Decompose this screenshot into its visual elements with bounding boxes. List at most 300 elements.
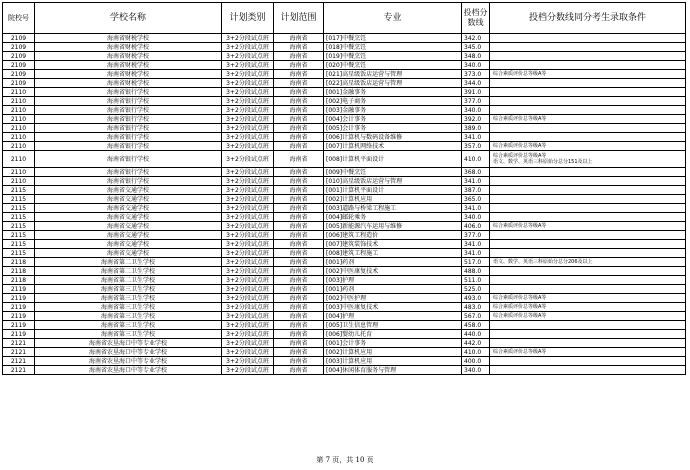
school-code-cell: 2109 — [3, 34, 35, 43]
plan-scope-cell: 海南省 — [274, 177, 324, 186]
plan-type-cell: 3+2分段试点班 — [222, 151, 274, 168]
plan-type-cell: 3+2分段试点班 — [222, 249, 274, 258]
school-name-cell: 海南省银行学校 — [35, 133, 222, 142]
score-cell: 340.0 — [462, 106, 490, 115]
school-code-cell: 2110 — [3, 88, 35, 97]
score-cell: 342.0 — [462, 34, 490, 43]
school-code-cell: 2109 — [3, 52, 35, 61]
table-row — [3, 285, 686, 294]
school-name-cell: 海南省银行学校 — [35, 115, 222, 124]
school-name-cell: 海南省农垦海口中等专业学校 — [35, 366, 222, 375]
plan-type-cell: 3+2分段试点班 — [222, 79, 274, 88]
table-row — [3, 142, 686, 151]
table-row — [3, 213, 686, 222]
table-row — [3, 52, 686, 61]
major-cell: [004]邮轮乘务 — [324, 213, 462, 222]
score-cell: 341.0 — [462, 133, 490, 142]
header-major: 专业 — [324, 3, 462, 34]
school-code-cell: 2118 — [3, 276, 35, 285]
major-cell: [008]计算机平面设计 — [324, 151, 462, 168]
score-cell: 377.0 — [462, 97, 490, 106]
plan-type-cell: 3+2分段试点班 — [222, 348, 274, 357]
table-row — [3, 186, 686, 195]
condition-cell: 综合素质评价总等级A等 — [490, 312, 686, 321]
table-row — [3, 267, 686, 276]
condition-cell: 综合素质评价总等级A等 — [490, 294, 686, 303]
plan-type-cell: 3+2分段试点班 — [222, 133, 274, 142]
school-name-cell: 海南省银行学校 — [35, 177, 222, 186]
plan-scope-cell: 海南省 — [274, 61, 324, 70]
score-cell: 368.0 — [462, 168, 490, 177]
table-row — [3, 330, 686, 339]
score-cell: 525.0 — [462, 285, 490, 294]
condition-cell — [490, 330, 686, 339]
school-name-cell: 海南省银行学校 — [35, 151, 222, 168]
school-name-cell: 海南省第三卫生学校 — [35, 294, 222, 303]
score-cell: 391.0 — [462, 88, 490, 97]
score-cell: 344.0 — [462, 79, 490, 88]
plan-scope-cell: 海南省 — [274, 303, 324, 312]
condition-cell — [490, 43, 686, 52]
plan-scope-cell: 海南省 — [274, 186, 324, 195]
score-cell: 442.0 — [462, 339, 490, 348]
score-cell: 345.0 — [462, 43, 490, 52]
school-name-cell: 海南省财税学校 — [35, 61, 222, 70]
school-code-cell: 2121 — [3, 348, 35, 357]
plan-scope-cell: 海南省 — [274, 43, 324, 52]
major-cell: [003]护理 — [324, 276, 462, 285]
page-number-footer: 第 7 页，共 10 页 — [316, 456, 374, 464]
table-row — [3, 88, 686, 97]
school-name-cell: 海南省银行学校 — [35, 142, 222, 151]
major-cell: [006]婴幼儿托育 — [324, 330, 462, 339]
school-code-cell: 2110 — [3, 168, 35, 177]
plan-type-cell: 3+2分段试点班 — [222, 267, 274, 276]
plan-type-cell: 3+2分段试点班 — [222, 303, 274, 312]
score-cell: 373.0 — [462, 70, 490, 79]
major-cell: [006]建筑工程造价 — [324, 231, 462, 240]
school-name-cell: 海南省农垦海口中等专业学校 — [35, 348, 222, 357]
school-name-cell: 海南省交通学校 — [35, 222, 222, 231]
table-row — [3, 204, 686, 213]
condition-cell — [490, 231, 686, 240]
condition-cell: 综合素质评价总等级A等 — [490, 303, 686, 312]
plan-scope-cell: 海南省 — [274, 142, 324, 151]
major-cell: [004]休闲体育服务与管理 — [324, 366, 462, 375]
table-row — [3, 321, 686, 330]
school-name-cell: 海南省交通学校 — [35, 249, 222, 258]
school-code-cell: 2109 — [3, 79, 35, 88]
school-name-cell: 海南省银行学校 — [35, 168, 222, 177]
plan-type-cell: 3+2分段试点班 — [222, 34, 274, 43]
school-name-cell: 海南省交通学校 — [35, 195, 222, 204]
plan-type-cell: 3+2分段试点班 — [222, 222, 274, 231]
school-code-cell: 2115 — [3, 231, 35, 240]
major-cell: [001]金融事务 — [324, 88, 462, 97]
major-cell: [007]计算机网络技术 — [324, 142, 462, 151]
major-cell: [022]高星级饭店运营与管理 — [324, 79, 462, 88]
school-code-cell: 2115 — [3, 240, 35, 249]
school-code-cell: 2110 — [3, 142, 35, 151]
school-code-cell: 2115 — [3, 195, 35, 204]
school-code-cell: 2119 — [3, 312, 35, 321]
score-cell: 410.0 — [462, 348, 490, 357]
condition-cell — [490, 34, 686, 43]
plan-scope-cell: 海南省 — [274, 124, 324, 133]
major-cell: [005]会计事务 — [324, 124, 462, 133]
plan-type-cell: 3+2分段试点班 — [222, 258, 274, 267]
plan-type-cell: 3+2分段试点班 — [222, 88, 274, 97]
school-name-cell: 海南省第三卫生学校 — [35, 303, 222, 312]
score-cell: 410.0 — [462, 151, 490, 168]
major-cell: [004]护理 — [324, 312, 462, 321]
major-cell: [005]卫生信息管理 — [324, 321, 462, 330]
school-name-cell: 海南省银行学校 — [35, 124, 222, 133]
plan-type-cell: 3+2分段试点班 — [222, 294, 274, 303]
plan-type-cell: 3+2分段试点班 — [222, 97, 274, 106]
major-cell: [003]中医康复技术 — [324, 303, 462, 312]
table-row — [3, 258, 686, 267]
score-cell: 458.0 — [462, 321, 490, 330]
header-school-name: 学校名称 — [35, 3, 222, 34]
plan-scope-cell: 海南省 — [274, 70, 324, 79]
school-code-cell: 2109 — [3, 43, 35, 52]
plan-scope-cell: 海南省 — [274, 276, 324, 285]
plan-scope-cell: 海南省 — [274, 231, 324, 240]
condition-cell — [490, 213, 686, 222]
school-name-cell: 海南省财税学校 — [35, 34, 222, 43]
major-cell: [008]建筑工程施工 — [324, 249, 462, 258]
condition-cell — [490, 366, 686, 375]
score-cell: 440.0 — [462, 330, 490, 339]
condition-cell — [490, 61, 686, 70]
school-code-cell: 2121 — [3, 357, 35, 366]
table-row — [3, 70, 686, 79]
plan-type-cell: 3+2分段试点班 — [222, 213, 274, 222]
score-cell: 357.0 — [462, 142, 490, 151]
score-cell: 511.0 — [462, 276, 490, 285]
header-plan-type: 计划类别 — [222, 3, 274, 34]
plan-type-cell: 3+2分段试点班 — [222, 357, 274, 366]
school-name-cell: 海南省银行学校 — [35, 97, 222, 106]
condition-cell — [490, 204, 686, 213]
plan-scope-cell: 海南省 — [274, 204, 324, 213]
score-cell: 406.0 — [462, 222, 490, 231]
plan-type-cell: 3+2分段试点班 — [222, 312, 274, 321]
condition-cell: 语文、数学、英语三科原始分总分206及以上 — [490, 258, 686, 267]
header-condition: 投档分数线同分考生录取条件 — [490, 3, 686, 34]
school-name-cell: 海南省第三卫生学校 — [35, 285, 222, 294]
header-plan-scope: 计划范围 — [274, 3, 324, 34]
condition-cell — [490, 195, 686, 204]
condition-cell: 综合素质评价总等级A等 — [490, 70, 686, 79]
plan-type-cell: 3+2分段试点班 — [222, 61, 274, 70]
plan-type-cell: 3+2分段试点班 — [222, 231, 274, 240]
condition-cell — [490, 357, 686, 366]
school-name-cell: 海南省银行学校 — [35, 106, 222, 115]
condition-cell — [490, 321, 686, 330]
condition-cell — [490, 186, 686, 195]
score-cell: 348.0 — [462, 52, 490, 61]
school-name-cell: 海南省财税学校 — [35, 70, 222, 79]
plan-type-cell: 3+2分段试点班 — [222, 186, 274, 195]
school-name-cell: 海南省交通学校 — [35, 213, 222, 222]
major-cell: [001]药剂 — [324, 285, 462, 294]
table-row — [3, 348, 686, 357]
plan-type-cell: 3+2分段试点班 — [222, 52, 274, 61]
major-cell: [002]中医康复技术 — [324, 267, 462, 276]
condition-cell — [490, 339, 686, 348]
table-row — [3, 303, 686, 312]
school-name-cell: 海南省第二卫生学校 — [35, 258, 222, 267]
plan-type-cell: 3+2分段试点班 — [222, 106, 274, 115]
plan-type-cell: 3+2分段试点班 — [222, 70, 274, 79]
score-table — [2, 2, 686, 375]
plan-scope-cell: 海南省 — [274, 133, 324, 142]
condition-cell — [490, 124, 686, 133]
table-row — [3, 177, 686, 186]
score-cell: 340.0 — [462, 61, 490, 70]
major-cell: [007]建筑装饰技术 — [324, 240, 462, 249]
school-name-cell: 海南省农垦海口中等专业学校 — [35, 339, 222, 348]
table-row — [3, 133, 686, 142]
school-code-cell: 2119 — [3, 285, 35, 294]
major-cell: [020]中餐烹饪 — [324, 61, 462, 70]
plan-type-cell: 3+2分段试点班 — [222, 330, 274, 339]
major-cell: [021]高星级饭店运营与管理 — [324, 70, 462, 79]
school-code-cell: 2110 — [3, 97, 35, 106]
school-code-cell: 2121 — [3, 339, 35, 348]
condition-cell — [490, 168, 686, 177]
plan-type-cell: 3+2分段试点班 — [222, 276, 274, 285]
score-cell: 567.0 — [462, 312, 490, 321]
plan-scope-cell: 海南省 — [274, 321, 324, 330]
school-name-cell: 海南省第二卫生学校 — [35, 276, 222, 285]
table-row — [3, 339, 686, 348]
school-name-cell: 海南省交通学校 — [35, 204, 222, 213]
major-cell: [003]金融事务 — [324, 106, 462, 115]
table-row — [3, 124, 686, 133]
plan-scope-cell: 海南省 — [274, 97, 324, 106]
score-cell: 488.0 — [462, 267, 490, 276]
school-code-cell: 2110 — [3, 124, 35, 133]
major-cell: [018]中餐烹饪 — [324, 43, 462, 52]
table-row — [3, 97, 686, 106]
condition-cell — [490, 106, 686, 115]
major-cell: [001]会计事务 — [324, 339, 462, 348]
plan-scope-cell: 海南省 — [274, 213, 324, 222]
plan-type-cell: 3+2分段试点班 — [222, 339, 274, 348]
table-row — [3, 357, 686, 366]
score-cell: 517.0 — [462, 258, 490, 267]
plan-type-cell: 3+2分段试点班 — [222, 142, 274, 151]
plan-type-cell: 3+2分段试点班 — [222, 115, 274, 124]
school-name-cell: 海南省第二卫生学校 — [35, 267, 222, 276]
plan-scope-cell: 海南省 — [274, 294, 324, 303]
plan-scope-cell: 海南省 — [274, 348, 324, 357]
major-cell: [002]计算机应用 — [324, 348, 462, 357]
plan-scope-cell: 海南省 — [274, 240, 324, 249]
condition-cell: 综合素质评价总等级A等 — [490, 115, 686, 124]
table-row — [3, 195, 686, 204]
plan-scope-cell: 海南省 — [274, 249, 324, 258]
plan-scope-cell: 海南省 — [274, 285, 324, 294]
header-school-code: 院校号 — [3, 3, 35, 34]
table-row — [3, 240, 686, 249]
major-cell: [009]中餐烹饪 — [324, 168, 462, 177]
score-cell: 341.0 — [462, 204, 490, 213]
admission-score-sheet — [2, 2, 686, 375]
plan-type-cell: 3+2分段试点班 — [222, 43, 274, 52]
table-row — [3, 294, 686, 303]
score-cell: 341.0 — [462, 249, 490, 258]
condition-cell — [490, 52, 686, 61]
school-code-cell: 2115 — [3, 222, 35, 231]
score-cell: 340.0 — [462, 213, 490, 222]
condition-cell — [490, 97, 686, 106]
table-row — [3, 79, 686, 88]
school-name-cell: 海南省交通学校 — [35, 231, 222, 240]
plan-type-cell: 3+2分段试点班 — [222, 366, 274, 375]
score-cell: 400.0 — [462, 357, 490, 366]
major-cell: [005]新能源汽车运用与维修 — [324, 222, 462, 231]
school-code-cell: 2110 — [3, 151, 35, 168]
condition-cell — [490, 240, 686, 249]
school-code-cell: 2118 — [3, 258, 35, 267]
school-code-cell: 2110 — [3, 106, 35, 115]
school-code-cell: 2118 — [3, 267, 35, 276]
school-code-cell: 2119 — [3, 294, 35, 303]
major-cell: [001]计算机平面设计 — [324, 186, 462, 195]
plan-type-cell: 3+2分段试点班 — [222, 285, 274, 294]
plan-scope-cell: 海南省 — [274, 195, 324, 204]
score-cell: 377.0 — [462, 231, 490, 240]
school-name-cell: 海南省银行学校 — [35, 88, 222, 97]
score-cell: 341.0 — [462, 177, 490, 186]
condition-cell: 综合素质评价总等级A等 — [490, 142, 686, 151]
school-name-cell: 海南省财税学校 — [35, 79, 222, 88]
plan-scope-cell: 海南省 — [274, 115, 324, 124]
school-code-cell: 2115 — [3, 204, 35, 213]
major-cell: [002]计算机应用 — [324, 195, 462, 204]
plan-type-cell: 3+2分段试点班 — [222, 177, 274, 186]
plan-type-cell: 3+2分段试点班 — [222, 321, 274, 330]
plan-scope-cell: 海南省 — [274, 151, 324, 168]
school-name-cell: 海南省第三卫生学校 — [35, 321, 222, 330]
plan-type-cell: 3+2分段试点班 — [222, 195, 274, 204]
major-cell: [017]中餐烹饪 — [324, 34, 462, 43]
major-cell: [003]道路与桥梁工程施工 — [324, 204, 462, 213]
school-code-cell: 2119 — [3, 330, 35, 339]
table-row — [3, 249, 686, 258]
school-code-cell: 2110 — [3, 133, 35, 142]
plan-scope-cell: 海南省 — [274, 366, 324, 375]
major-cell: [002]电子商务 — [324, 97, 462, 106]
table-row — [3, 276, 686, 285]
table-row — [3, 43, 686, 52]
header-score: 投档分数线 — [462, 3, 490, 34]
school-code-cell: 2109 — [3, 70, 35, 79]
table-row — [3, 366, 686, 375]
school-name-cell: 海南省农垦海口中等专业学校 — [35, 357, 222, 366]
school-code-cell: 2121 — [3, 366, 35, 375]
major-cell: [001]药剂 — [324, 258, 462, 267]
condition-cell — [490, 267, 686, 276]
plan-scope-cell: 海南省 — [274, 34, 324, 43]
plan-type-cell: 3+2分段试点班 — [222, 240, 274, 249]
school-code-cell: 2115 — [3, 186, 35, 195]
table-row — [3, 168, 686, 177]
condition-cell — [490, 249, 686, 258]
school-code-cell: 2119 — [3, 321, 35, 330]
school-code-cell: 2119 — [3, 303, 35, 312]
plan-scope-cell: 海南省 — [274, 330, 324, 339]
condition-cell — [490, 133, 686, 142]
plan-scope-cell: 海南省 — [274, 339, 324, 348]
condition-cell — [490, 79, 686, 88]
condition-cell — [490, 285, 686, 294]
school-code-cell: 2109 — [3, 61, 35, 70]
school-name-cell: 海南省交通学校 — [35, 240, 222, 249]
table-row — [3, 312, 686, 321]
score-cell: 365.0 — [462, 195, 490, 204]
school-code-cell: 2115 — [3, 249, 35, 258]
plan-scope-cell: 海南省 — [274, 88, 324, 97]
table-row — [3, 231, 686, 240]
plan-scope-cell: 海南省 — [274, 79, 324, 88]
score-cell: 493.0 — [462, 294, 490, 303]
table-row — [3, 115, 686, 124]
score-cell: 387.0 — [462, 186, 490, 195]
condition-cell — [490, 88, 686, 97]
condition-cell — [490, 177, 686, 186]
condition-cell: 综合素质评价总等级A等 — [490, 222, 686, 231]
school-name-cell: 海南省第三卫生学校 — [35, 330, 222, 339]
school-code-cell: 2110 — [3, 115, 35, 124]
plan-scope-cell: 海南省 — [274, 258, 324, 267]
plan-scope-cell: 海南省 — [274, 267, 324, 276]
condition-cell — [490, 276, 686, 285]
major-cell: [019]中餐烹饪 — [324, 52, 462, 61]
plan-scope-cell: 海南省 — [274, 222, 324, 231]
plan-type-cell: 3+2分段试点班 — [222, 168, 274, 177]
major-cell: [006]计算机与数码设备维修 — [324, 133, 462, 142]
table-row — [3, 34, 686, 43]
school-name-cell: 海南省财税学校 — [35, 52, 222, 61]
plan-scope-cell: 海南省 — [274, 52, 324, 61]
score-cell: 392.0 — [462, 115, 490, 124]
plan-scope-cell: 海南省 — [274, 168, 324, 177]
table-row — [3, 61, 686, 70]
plan-scope-cell: 海南省 — [274, 357, 324, 366]
major-cell: [010]高星级饭店运营与管理 — [324, 177, 462, 186]
school-code-cell: 2110 — [3, 177, 35, 186]
table-row — [3, 151, 686, 168]
score-cell: 483.0 — [462, 303, 490, 312]
school-name-cell: 海南省财税学校 — [35, 43, 222, 52]
major-cell: [003]计算机应用 — [324, 357, 462, 366]
plan-scope-cell: 海南省 — [274, 106, 324, 115]
condition-cell: 综合素质评价总等级A等 — [490, 348, 686, 357]
school-name-cell: 海南省交通学校 — [35, 186, 222, 195]
table-row — [3, 222, 686, 231]
school-name-cell: 海南省第三卫生学校 — [35, 312, 222, 321]
major-cell: [004]会计事务 — [324, 115, 462, 124]
plan-type-cell: 3+2分段试点班 — [222, 124, 274, 133]
condition-cell: 综合素质评价总等级A等 语文、数学、英语三科原始分总分151及以上 — [490, 151, 686, 168]
table-header-row — [3, 3, 686, 34]
score-cell: 341.0 — [462, 240, 490, 249]
